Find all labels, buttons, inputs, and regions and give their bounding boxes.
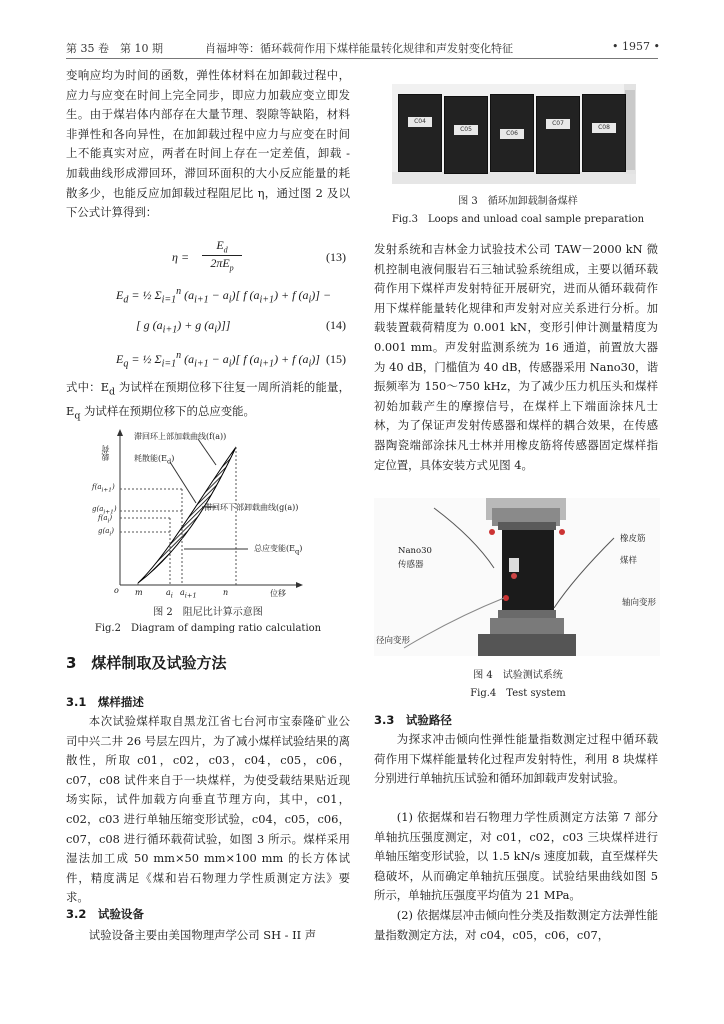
equation-14-line1: $E_d$ = ½ $\Sigma_{i=1}^n$ $(a_{i+1} - a_i)$[ f $(a_{i+1}) + f$ $(a_i)$] − [116, 286, 332, 306]
section-3-heading: 3 煤样制取及试验方法 [66, 654, 227, 672]
section-3-3-para-a: 为探求冲击倾向性弹性能量指数测定过程中循环载荷作用下煤样能量转化过程声发射特性，利用 8 块煤样分别进行单轴抗压试验和循环加卸载声发射试验。 [374, 732, 658, 786]
eq13-lhs: η = [172, 250, 190, 264]
leader-upper [198, 439, 216, 465]
label-rubber-band: 橡皮筋 [620, 534, 646, 544]
ytick-f-ai1: $f(a_{i+1})$ [92, 483, 115, 494]
eq14-number: (14) [326, 318, 346, 332]
label-coal-sample: 煤样 [620, 556, 638, 566]
intro-paragraph: 变响应均为时间的函数，弹性体材料在加卸载过程中，应力与应变在时间上完全同步，即应力加载应变立即发生。由于煤岩体内部存在大量节理、裂隙等缺陷，材料非弹性和各向异性，在加卸载过程中应力与应变在时间上不能真实对应，两者在时间上存在一定差值，卸载 - 加载曲线形成滞回环，滞回环面积的大小反应能量的耗散多少，也能反应加卸载过程阻尼比 η，通过图 2 及以下公式计算得到： [66, 68, 350, 220]
section-3-3-para-c: (2) 依据煤层冲击倾向性分类及指数测定方法弹性能量指数测定方法，对 c04，c05，c06，c07， [374, 908, 658, 942]
header-rule [66, 58, 658, 59]
label-radial-deformation: 径向变形 [376, 636, 411, 646]
fig2-caption-cn: 图 2 阻尼比计算示意图 [153, 607, 263, 618]
x-axis-label: 位移 [270, 589, 286, 598]
label-nano30: Nano30 [398, 546, 432, 556]
equation-13 [172, 238, 312, 278]
eq13-number: (13) [326, 250, 346, 264]
equation-14-line2: [ g $(a_{i+1}) + g$ $(a_i)$]] [136, 318, 231, 336]
sample-label: C05 [454, 125, 478, 135]
label-upper-curve: 滞回环上部加载曲线(f(a)) [134, 432, 227, 441]
x-axis-arrow [296, 582, 303, 588]
fig3-caption-en: Fig.3 Loops and unload coal sample preparation [391, 214, 645, 225]
coal-sample-block [444, 96, 488, 174]
section-3-1-body: 本次试验煤样取自黑龙江省七台河市宝泰隆矿业公司中兴二井 26 号层左四片，为了减小煤样试验结果的离散性，所取 c01，c02，c03，c04，c05，c06，c07，c08 试件来自于一块煤样，为使受载结果贴近现场实际，试件加载方向垂直节理方向，其中，c01，c02，c03 进行单轴压缩变形试验，c04，c05，c06，c07，c08 进行循环载荷试验，如图 3 所示。煤样采用湿法加工成 50 mm×50 mm×100 mm 的长方体试件，精度满足《煤和岩石物理力学性质测定方法》要求。 [66, 714, 350, 905]
xtick-ai1: $a_{i+1}$ [180, 588, 197, 600]
ytick-g-ai: $g(a_i)$ [98, 527, 114, 538]
page-number: • 1957 • [612, 40, 660, 53]
sample-label: C06 [500, 129, 524, 139]
journal-volume-issue: 第 35 卷 第 10 期 [66, 42, 163, 55]
section-3-1-heading: 3.1 煤样描述 [66, 695, 144, 709]
y-axis-label: 载荷 [101, 445, 110, 461]
sample-label: C07 [546, 119, 570, 129]
sample-label: C08 [592, 123, 616, 133]
label-total-energy: 总应变能$(E_q)$ [254, 544, 303, 556]
label-lower-curve: 滞回环下部卸载曲线(g(a)) [204, 503, 299, 512]
figure-3-photo [392, 84, 636, 184]
equation-where-text: 式中：$E_d$ 为试样在预期位移下往复一周所消耗的能量，$E_q$ 为试样在预期位移下的总应变能。 [66, 380, 350, 422]
leader-diss [170, 462, 196, 503]
hysteresis-loop [138, 447, 236, 583]
sample-label: C04 [408, 117, 432, 127]
fig4-caption-en: Fig.4 Test system [470, 688, 566, 699]
coal-sample-block [536, 96, 580, 174]
equation-15: $E_q$ = ½ $\Sigma_{i=1}^n$ $(a_{i+1} - a_i)$[ f $(a_{i+1}) + f$ $(a_i)$] [116, 350, 320, 370]
label-dissipated-energy: 耗散能$(E_d)$ [134, 454, 175, 466]
eq15-number: (15) [326, 352, 346, 366]
xtick-n: n [223, 588, 229, 597]
xtick-ai: $a_i$ [166, 588, 173, 600]
fig2-caption-en: Fig.2 Diagram of damping ratio calculation [94, 623, 322, 634]
section-3-2-body: 试验设备主要由美国物理声学公司 SH - II 声 [88, 928, 317, 942]
coal-sample-block [582, 94, 626, 172]
y-axis-arrow [117, 429, 123, 436]
figure-4-photo [374, 498, 660, 656]
ytick-f-ai: $f(a_i)$ [98, 514, 113, 525]
fig3-caption-cn: 图 3 循环加卸载制备煤样 [458, 196, 578, 207]
eq13-fraction: $E_d$ $2\pi E_p$ [202, 238, 242, 273]
fig4-caption-cn: 图 4 试验测试系统 [473, 670, 563, 681]
ytick-g-ai1: $g(a_{i+1})$ [92, 505, 117, 516]
section-3-2-heading: 3.2 试验设备 [66, 907, 144, 921]
xtick-origin: o [114, 586, 119, 595]
section-3-2-continued: 发射系统和吉林金力试验技术公司 TAW－2000 kN 微机控制电液伺服岩石三轴试验系统组成，主要以循环载荷作用下煤样声发射特征开展研究，进而从循环载荷作用下煤样能量转化规律和声发射对应关系进行分析。加载装置载荷精度为 0.001 kN，变形引伸计测量精度为 0.001 mm。声发射监测系统为 16 通道，前置放大器为 40 dB，门槛值为 40 dB，传感器采用 Nano30，谐振频率为 150～750 kHz，为了减少压力机压头和煤样初始加载产生的摩擦信号，在煤样上下端面涂抹凡士林，为了保证声发射传感器和煤样的耦合效果，在传感器陶瓷端部涂抹凡士林并用橡皮筋将传感器固定煤样指定位置，具体安装方式见图 4。 [374, 242, 658, 472]
coal-sample-block [398, 94, 442, 172]
coal-sample-block [490, 94, 534, 172]
damping-ratio-diagram [98, 425, 338, 603]
label-axial-deformation: 轴向变形 [622, 598, 657, 608]
section-3-3-heading: 3.3 试验路径 [374, 713, 452, 727]
xtick-m: m [135, 588, 143, 597]
figure-2 [92, 425, 338, 603]
running-title: 肖福坤等：循环载荷作用下煤样能量转化规律和声发射变化特征 [205, 42, 513, 55]
label-sensor: 传感器 [398, 560, 424, 570]
section-3-3-para-b: (1) 依据煤和岩石物理力学性质测定方法第 7 部分单轴抗压强度测定，对 c01，c02，c03 三块煤样进行单轴压缩变形试验，以 1.5 kN/s 速度加载，直至煤样失稳破坏，从而确定单轴抗压强度。试验结果曲线如图 5 所示，单轴抗压强度平均值为 21 MPa。 [374, 810, 658, 903]
